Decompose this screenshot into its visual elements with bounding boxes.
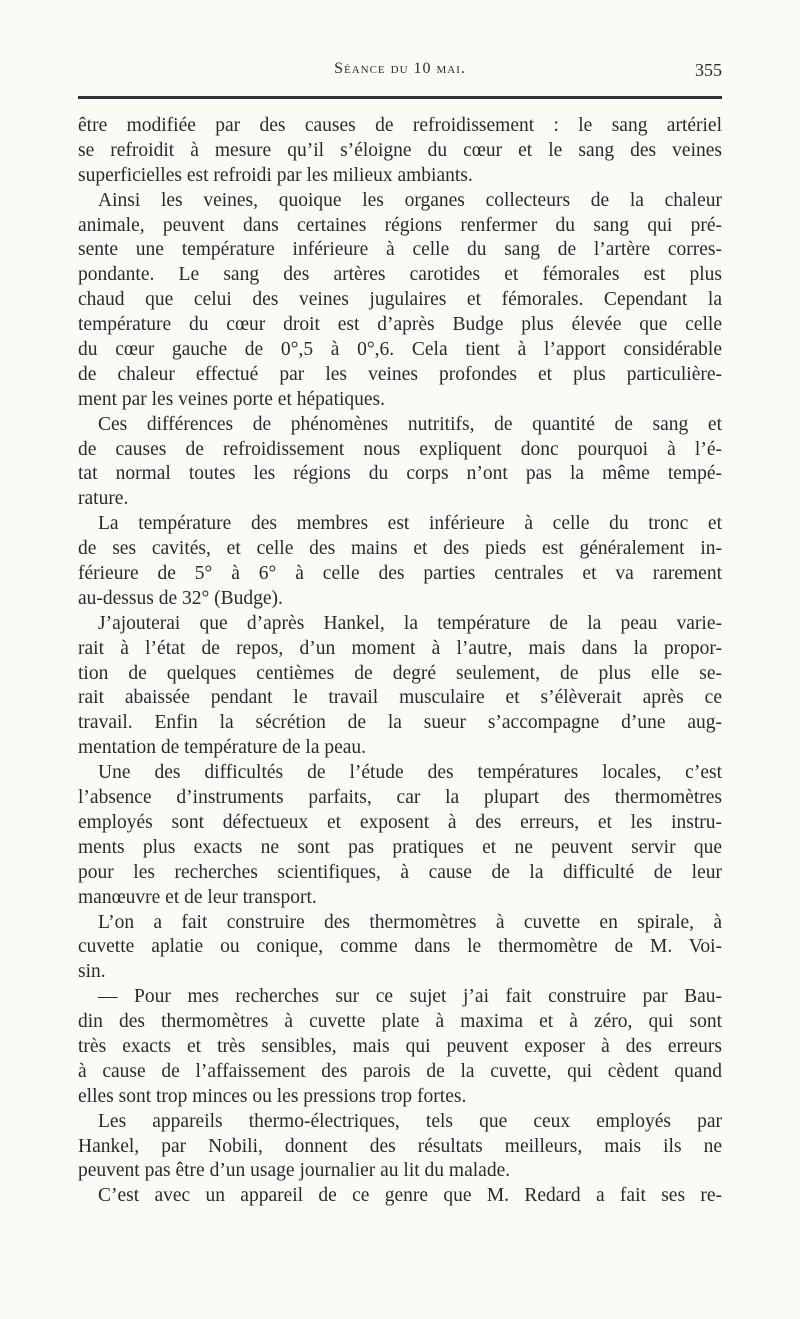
text-line: de causes de refroidissement nous expliquent donc pourquoi à l’é- [78,438,722,460]
text-line: température du cœur droit est d’après Budge plus élevée que celle [78,314,722,336]
text-line: ments plus exacts ne sont pas pratiques et ne peuvent servir que [78,836,722,858]
text-line: cuvette aplatie ou conique, comme dans le thermomètre de M. Voi- [78,936,722,958]
text-line: sin. [78,961,106,983]
text-line: travail. Enfin la sécrétion de la sueur s’accompagne d’une aug- [78,712,722,734]
text-line: manœuvre et de leur transport. [78,886,317,908]
text-line: employés sont défectueux et exposent à des erreurs, et les instru- [78,811,722,833]
text-line: Ainsi les veines, quoique les organes collecteurs de la chaleur [98,189,722,211]
text-line: à cause de l’affaissement des parois de la cuvette, qui cèdent quand [78,1060,722,1082]
text-line: C’est avec un appareil de ce genre que M. Redard a fait ses re- [98,1185,722,1207]
text-line: chaud que celui des veines jugulaires et fémorales. Cependant la [78,289,722,311]
page-header [78,60,722,86]
text-line: au-dessus de 32° (Budge). [78,587,283,609]
text-line: Ces différences de phénomènes nutritifs, de quantité de sang et [98,413,722,435]
text-line: elles sont trop minces ou les pressions trop fortes. [78,1085,467,1107]
text-line: Une des difficultés de l’étude des températures locales, c’est [98,762,722,784]
text-line: très exacts et très sensibles, mais qui peuvent exposer à des erreurs [78,1035,722,1057]
body-text [78,114,722,1209]
text-line: animale, peuvent dans certaines régions renfermer du sang qui pré- [78,214,722,236]
text-line: férieure de 5° à 6° à celle des parties centrales et va rarement [78,563,722,585]
text-line: din des thermomètres à cuvette plate à maxima et à zéro, qui sont [78,1011,722,1033]
text-line: Les appareils thermo-électriques, tels que ceux employés par [98,1110,722,1132]
text-line: l’absence d’instruments parfaits, car la plupart des thermomètres [78,787,722,809]
text-line: L’on a fait construire des thermomètres à cuvette en spirale, à [98,911,722,933]
text-line: du cœur gauche de 0°,5 à 0°,6. Cela tient à l’apport considérable [78,339,722,361]
text-line: de chaleur effectué par les veines profondes et plus particulière- [78,363,722,385]
text-line: rait abaissée pendant le travail musculaire et s’élèverait après ce [78,687,722,709]
text-line: peuvent pas être d’un usage journalier au lit du malade. [78,1160,511,1182]
text-line: se refroidit à mesure qu’il s’éloigne du cœur et le sang des veines [78,139,722,161]
text-line: La température des membres est inférieure à celle du tronc et [98,513,722,535]
text-line: tion de quelques centièmes de degré seulement, de plus elle se- [78,662,722,684]
page-number: 355 [695,60,722,80]
text-line: rature. [78,488,129,510]
header-rule [78,96,722,99]
text-line: rait à l’état de repos, d’un moment à l’autre, mais dans la propor- [78,637,722,659]
text-line: sente une température inférieure à celle du sang de l’artère corres- [78,239,722,261]
text-line: — Pour mes recherches sur ce sujet j’ai fait construire par Bau- [98,986,722,1008]
running-title: Séance du 10 mai. [334,60,466,77]
text-line: pour les recherches scientifiques, à cause de la difficulté de leur [78,861,722,883]
text-line: être modifiée par des causes de refroidissement : le sang artériel [78,115,722,136]
text-line: Hankel, par Nobili, donnent des résultats meilleurs, mais ils ne [78,1135,722,1157]
text-line: tat normal toutes les régions du corps n’ont pas la même tempé- [78,463,722,485]
text-line: mentation de température de la peau. [78,737,367,759]
text-line: J’ajouterai que d’après Hankel, la température de la peau varie- [98,612,722,634]
text-line: pondante. Le sang des artères carotides et fémorales est plus [78,264,722,286]
text-line: superficielles est refroidi par les milieux ambiants. [78,164,473,186]
text-line: ment par les veines porte et hépatiques. [78,388,386,410]
text-line: de ses cavités, et celle des mains et des pieds est généralement in- [78,538,722,560]
